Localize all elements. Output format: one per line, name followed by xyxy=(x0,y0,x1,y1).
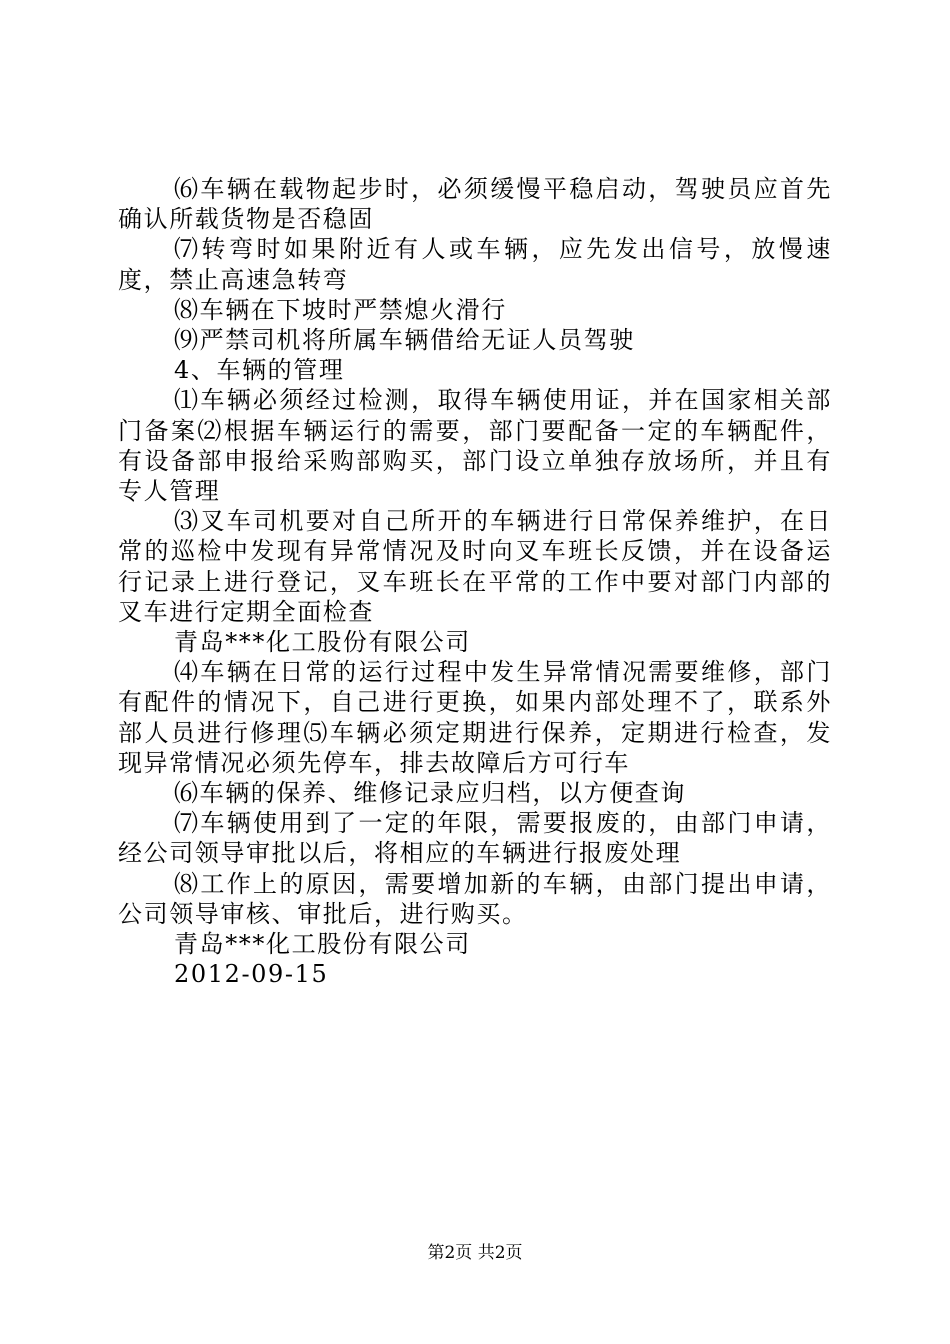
signature-company-name: 青岛***化工股份有限公司 xyxy=(174,930,471,959)
company-name-line: 青岛***化工股份有限公司 xyxy=(174,628,471,657)
section-heading-vehicle-management: 4、车辆的管理 xyxy=(174,356,345,385)
paragraph-management-3: ⑶叉车司机要对自己所开的车辆进行日常保养维护，在日常的巡检中发现有异常情况及时向叉车班长反馈，并在设备运行记录上进行登记，叉车班长在平常的工作中要对部门内部的叉车进行定期全面检查 xyxy=(118,507,832,626)
paragraph-clause-6-loading-start: ⑹车辆在载物起步时，必须缓慢平稳启动，驾驶员应首先确认所载货物是否稳固 xyxy=(118,175,832,234)
paragraph-management-6: ⑹车辆的保养、维修记录应归档，以方便查询 xyxy=(174,779,686,808)
document-body xyxy=(118,174,832,989)
paragraph-management-4-5: ⑷车辆在日常的运行过程中发生异常情况需要维修，部门有配件的情况下，自己进行更换，如果内部处理不了，联系外部人员进行修理⑸车辆必须定期进行保养，定期进行检查，发现异常情况必须先停车，排去故障后方可行车 xyxy=(118,658,832,777)
paragraph-management-7: ⑺车辆使用到了一定的年限，需要报废的，由部门申请，经公司领导审批以后，将相应的车辆进行报废处理 xyxy=(118,809,832,868)
paragraph-management-1-2: ⑴车辆必须经过检测，取得车辆使用证，并在国家相关部门备案⑵根据车辆运行的需要，部门要配备一定的车辆配件，有设备部申报给采购部购买，部门设立单独存放场所，并且有专人管理 xyxy=(118,386,832,506)
signature-date: 2012-09-15 xyxy=(174,960,329,989)
paragraph-clause-7-turning: ⑺转弯时如果附近有人或车辆，应先发出信号，放慢速度，禁止高速急转弯 xyxy=(118,235,832,294)
paragraph-clause-8-downhill: ⑻车辆在下坡时严禁熄火滑行 xyxy=(174,295,507,324)
page-number-footer: 第2页 共2页 xyxy=(427,1243,523,1263)
paragraph-clause-9-lending: ⑼严禁司机将所属车辆借给无证人员驾驶 xyxy=(174,326,635,355)
paragraph-management-8: ⑻工作上的原因，需要增加新的车辆，由部门提出申请，公司领导审核、审批后，进行购买。 xyxy=(118,869,832,928)
